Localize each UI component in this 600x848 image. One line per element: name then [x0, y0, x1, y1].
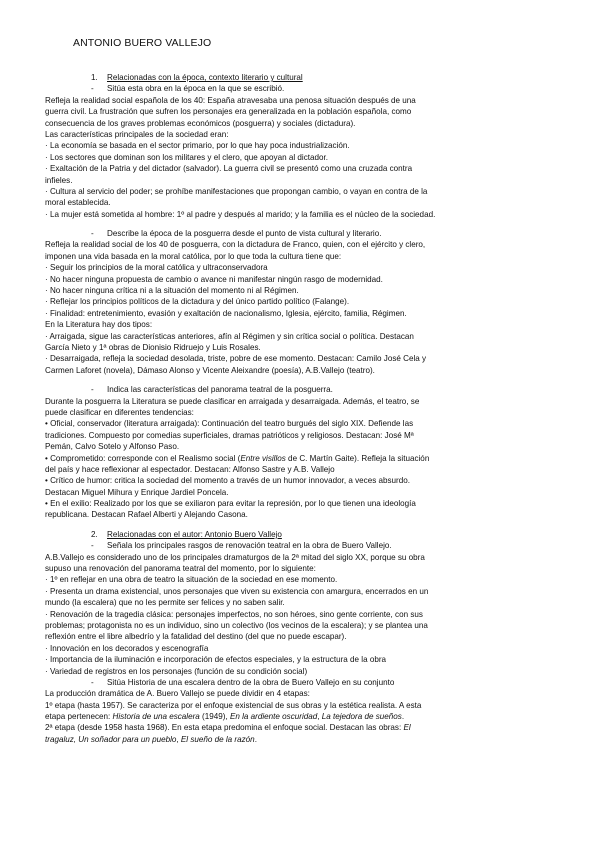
text-line: · Innovación en los decorados y escenografía [45, 643, 209, 653]
text-line: García Nieto y 1ª obras de Dionisio Ridruejo y Luis Rosales. [45, 342, 261, 352]
dash: - [91, 385, 94, 395]
text-line: · Los sectores que dominan son los militares y el clero, que apoyan al dictador. [45, 152, 328, 162]
text-line: imponen una vida basada en la moral católica, por lo que toda la cultura tiene que: [45, 251, 342, 261]
text-segment: etapa pertenecen: [45, 712, 113, 722]
text-line: mundo (la escalera) que no les permite ser felices y no saben salir. [45, 598, 285, 608]
text-segment: de C. Martín Gaite). Refleja la situación [285, 453, 430, 463]
text-line: · Exaltación de la Patria y del dictador (salvador). La guerra civil se presentó como una cruzada contra [45, 164, 413, 174]
text-line: · 1º en reflejar en una obra de teatro la situación de la sociedad en ese momento. [45, 575, 338, 585]
dash: - [91, 84, 94, 94]
text-line: · No hacer ninguna propuesta de cambio o avance ni manifestar ningún rasgo de modernidad. [45, 274, 383, 284]
text-line: problemas; protagonista no es un individuo, sino un colectivo (los vecinos de la escalera); y se plantea una [45, 620, 428, 630]
text-line: 1º etapa (hasta 1957). Se caracteriza por el enfoque existencial de sus obras y la estética realista. A esta [45, 700, 422, 710]
answer-2-1 [45, 552, 565, 677]
text-line: · Seguir los principios de la moral católica y ultraconservadora [45, 263, 268, 273]
question-2-1-title: Señala los principales rasgos de renovación teatral en la obra de Buero Vallejo. [107, 541, 392, 551]
text-line [45, 722, 565, 733]
text-line: • En el exilio: Realizado por los que se exiliaron para evitar la represión, por lo que tienen una ideología [45, 499, 416, 509]
text-line: · Arraigada, sigue las características anteriores, afín al Régimen y sin crítica social o política. Destacan [45, 331, 414, 341]
section-2-heading [45, 529, 565, 540]
text-line: del país y hace reflexionar al espectador. Destacan: Alfonso Sastre y A.B. Vallejo [45, 464, 335, 474]
work-title: En la ardiente oscuridad [229, 712, 318, 722]
text-segment: . [401, 712, 405, 722]
question-2-2-heading [45, 677, 565, 688]
text-line: Durante la posguerra la Literatura se puede clasificar en arraigada y desarraigada. Además, el teatro, se [45, 396, 420, 406]
work-title: El sueño de la razón [180, 734, 255, 744]
work-title: El [403, 723, 411, 733]
text-line: · La mujer está sometida al hombre: 1º al padre y después al marido; y la familia es el núcleo de la sociedad. [45, 209, 436, 219]
text-line: · Importancia de la iluminación e incorporación de efectos especiales, y la estructura de la obra [45, 655, 387, 665]
section-2-title: Relacionadas con el autor: Antonio Buero Vallejo [107, 529, 282, 539]
work-title: La tejedora de sueños [321, 712, 402, 722]
work-title: Entre visillos [240, 453, 286, 463]
question-1-1-title: Sitúa esta obra en la época en la que se escribió. [107, 84, 285, 94]
document-body [45, 72, 565, 745]
text-line: tradiciones. Compuesto por comedias superficiales, dramas patrióticos y religiosos. Destacan: José Mª [45, 430, 414, 440]
text-line: · No hacer ninguna crítica ni a la situación del momento ni al Régimen. [45, 286, 299, 296]
text-segment: (1949), [199, 712, 230, 722]
question-1-3-title: Indica las características del panorama teatral de la posguerra. [107, 385, 333, 395]
text-line: A.B.Vallejo es considerado uno de los principales dramaturgos de la 2ª mitad del siglo XX, porque su obra [45, 552, 425, 562]
text-segment: 2ª etapa (desde 1958 hasta 1968). En esta etapa predomina el enfoque social. Destacan las obras: [45, 723, 404, 733]
text-line: • Crítico de humor: critica la sociedad del momento a través de un humor innovador, a veces absurdo. [45, 476, 410, 486]
text-line: · La economía se basada en el sector primario, por lo que hay poca industrialización. [45, 141, 350, 151]
text-line: Destacan Miguel Mihura y Enrique Jardiel Poncela. [45, 487, 229, 497]
work-title: Historia de una escalera [112, 712, 200, 722]
text-line: · Reflejar los principios políticos de la dictadura y del único partido político (Falange). [45, 297, 350, 307]
text-line: supuso una renovación del panorama teatral del momento, por lo siguiente: [45, 564, 316, 574]
dash: - [91, 541, 94, 551]
text-line: guerra civil. La frustración que sufren los personajes era generalizada en la población española, como [45, 107, 412, 117]
text-line: Carmen Laforet (novela), Dámaso Alonso y Vicente Aleixandre (poesía), A.B.Vallejo (teatro). [45, 365, 375, 375]
text-segment: , [176, 734, 181, 744]
text-segment: , [317, 712, 322, 722]
question-2-1-heading [45, 540, 565, 551]
section-2-number: 2. [91, 529, 98, 539]
text-line: · Presenta un drama existencial, unos personajes que viven su existencia con amargura, encerrados en un [45, 586, 429, 596]
text-line: infieles. [45, 175, 73, 185]
answer-1-1 [45, 95, 565, 220]
text-line: • Oficial, conservador (literatura arraigada): Continuación del teatro burgués del siglo XIX. Defiende las [45, 419, 414, 429]
question-1-2-title: Describe la época de la posguerra desde el punto de vista cultural y literario. [107, 229, 382, 239]
dash: - [91, 677, 94, 687]
text-line: · Cultura al servicio del poder; se prohíbe manifestaciones que propongan cambio, o vayan en contra de la [45, 186, 428, 196]
text-line [45, 734, 565, 745]
text-line: · Desarraigada, refleja la sociedad desolada, triste, pobre de ese momento. Destacan: Camilo José Cela y [45, 354, 427, 364]
text-line: Refleja la realidad social española de los 40: España atravesaba una penosa situación después de una [45, 95, 416, 105]
text-line: Refleja la realidad social de los 40 de posguerra, con la dictadura de Franco, quien, con el ejército y clero, [45, 240, 426, 250]
text-line: consecuencia de los graves problemas económicos (posguerra) y sociales (dictadura). [45, 118, 356, 128]
text-line [45, 711, 565, 722]
dash: - [91, 229, 94, 239]
text-line: Las características principales de la sociedad eran: [45, 129, 229, 139]
section-1-number: 1. [91, 73, 98, 82]
section-1-heading [45, 72, 565, 83]
answer-2-2 [45, 688, 565, 745]
text-line: Pemán, Calvo Sotelo y Alfonso Paso. [45, 442, 180, 452]
text-line: republicana. Destacan Rafael Alberti y Alejando Casona. [45, 510, 248, 520]
question-1-1-heading [45, 83, 565, 94]
text-segment: • Comprometido: corresponde con el Realismo social ( [45, 453, 241, 463]
text-line: En la Literatura hay dos tipos: [45, 320, 153, 330]
work-title: tragaluz, Un soñador para un pueblo [45, 734, 177, 744]
text-line: reflexión entre el libre albedrío y la fatalidad del destino (del que no puede escapar). [45, 632, 347, 642]
text-line: · Variedad de registros en los personajes (función de su condición social) [45, 666, 308, 676]
answer-1-3 [45, 396, 565, 521]
document-title: ANTONIO BUERO VALLEJO [73, 37, 212, 49]
text-line: · Renovación de la tragedia clásica: personajes imperfectos, no son héroes, sino gente corriente, con sus [45, 609, 423, 619]
text-segment: . [254, 734, 257, 744]
text-line: puede clasificar en diferentes tendencias: [45, 407, 194, 417]
text-line: · Finalidad: entretenimiento, evasión y exaltación de nacionalismo, Iglesia, ejército, familia, Régimen. [45, 308, 407, 318]
text-line [45, 453, 565, 464]
text-line: moral establecida. [45, 198, 111, 208]
question-1-2-heading [45, 228, 565, 239]
question-2-2-title: Sitúa Historia de una escalera dentro de la obra de Buero Vallejo en su conjunto [107, 677, 395, 687]
section-1-title: Relacionadas con la época, contexto literario y cultural [107, 73, 303, 82]
text-line: La producción dramática de A. Buero Vallejo se puede dividir en 4 etapas: [45, 689, 310, 699]
question-1-3-heading [45, 384, 565, 395]
answer-1-2 [45, 239, 565, 376]
